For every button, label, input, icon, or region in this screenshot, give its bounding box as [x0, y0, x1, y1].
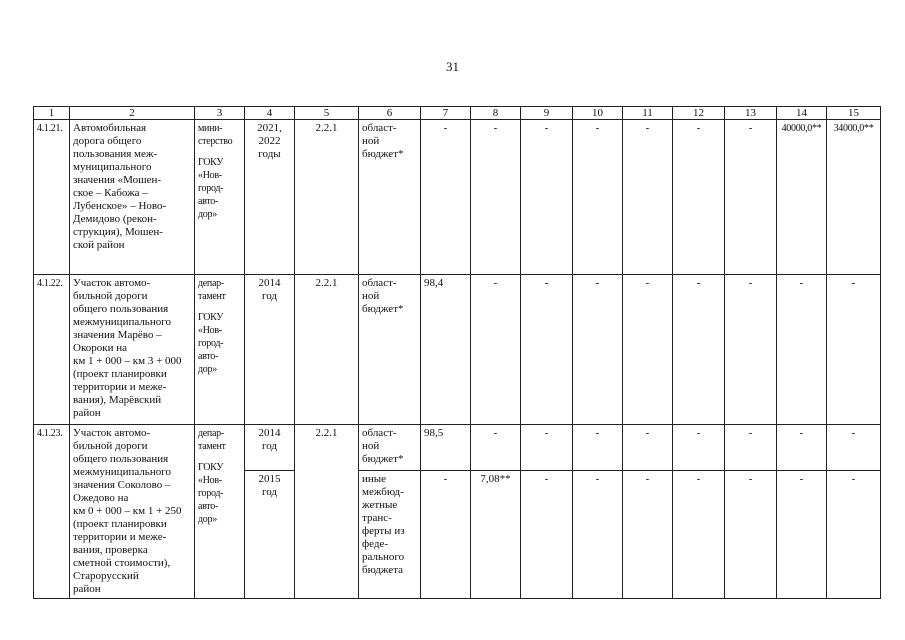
value-cell: -	[777, 275, 827, 425]
target-indicator: 2.2.1	[295, 120, 359, 275]
value-cell: -	[623, 425, 673, 471]
value-cell: -	[573, 425, 623, 471]
period: 2014 год	[245, 275, 295, 425]
value-cell: -	[725, 275, 777, 425]
value-cell: -	[471, 275, 521, 425]
funding-source: област- ной бюджет*	[359, 425, 421, 471]
value-cell: -	[827, 275, 881, 425]
value-cell: -	[521, 120, 573, 275]
page-number: 31	[446, 59, 459, 74]
executor: мини- стерство ГОКУ «Нов- город- авто- дор»	[195, 120, 245, 275]
value-cell: -	[777, 425, 827, 471]
value-cell: -	[673, 425, 725, 471]
header-cell: 12	[673, 107, 725, 120]
value-cell: -	[673, 120, 725, 275]
header-cell: 15	[827, 107, 881, 120]
row-number: 4.1.21.	[34, 120, 70, 275]
table-row	[34, 120, 881, 275]
header-cell: 11	[623, 107, 673, 120]
header-cell: 14	[777, 107, 827, 120]
value-cell: -	[471, 120, 521, 275]
header-cell: 9	[521, 107, 573, 120]
value-cell: -	[623, 120, 673, 275]
executor: депар- тамент ГОКУ «Нов- город- авто- дор»	[195, 425, 245, 599]
value-cell: -	[421, 471, 471, 599]
value-cell: -	[573, 471, 623, 599]
row-number: 4.1.22.	[34, 275, 70, 425]
value-cell: -	[573, 275, 623, 425]
period: 2014 год	[245, 425, 295, 471]
executor: депар- тамент ГОКУ «Нов- город- авто- дор»	[195, 275, 245, 425]
period: 2021, 2022 годы	[245, 120, 295, 275]
value-cell: -	[623, 471, 673, 599]
value-cell: -	[673, 275, 725, 425]
value-cell: -	[827, 471, 881, 599]
value-cell: -	[725, 120, 777, 275]
value-cell: -	[623, 275, 673, 425]
header-cell: 1	[34, 107, 70, 120]
header-cell: 3	[195, 107, 245, 120]
value-cell: 7,08**	[471, 471, 521, 599]
header-cell: 10	[573, 107, 623, 120]
table-row	[34, 425, 881, 471]
column-number-header	[34, 107, 881, 120]
value-cell: -	[471, 425, 521, 471]
header-cell: 8	[471, 107, 521, 120]
funding-source: област- ной бюджет*	[359, 120, 421, 275]
header-cell: 7	[421, 107, 471, 120]
program-table	[33, 106, 881, 599]
value-cell: 34000,0**	[827, 120, 881, 275]
header-cell: 2	[70, 107, 195, 120]
target-indicator: 2.2.1	[295, 275, 359, 425]
header-cell: 5	[295, 107, 359, 120]
target-indicator: 2.2.1	[295, 425, 359, 599]
value-cell: -	[521, 425, 573, 471]
value-cell: -	[573, 120, 623, 275]
value-cell: -	[421, 120, 471, 275]
header-cell: 4	[245, 107, 295, 120]
activity-name: Автомобильная дорога общего пользования меж- муниципального значения «Мошен- ское – Кабожа – Лубенское» – Ново- Демидово (рекон- струкция), Мошен- ской район	[70, 120, 195, 275]
value-cell: -	[521, 275, 573, 425]
value-cell: -	[521, 471, 573, 599]
value-cell: -	[777, 471, 827, 599]
row-number: 4.1.23.	[34, 425, 70, 599]
activity-name: Участок автомо- бильной дороги общего пользования межмуниципального значения Соколово – Ожедово на км 0 + 000 – км 1 + 250 (проект планировки территории и меже- вания, проверка сметной стоимости), Старорусский район	[70, 425, 195, 599]
header-cell: 6	[359, 107, 421, 120]
funding-source: иные межбюд- жетные транс- ферты из феде- рального бюджета	[359, 471, 421, 599]
table-row	[34, 275, 881, 425]
activity-name: Участок автомо- бильной дороги общего пользования межмуниципального значения Марёво – Окороки на км 1 + 000 – км 3 + 000 (проект планировки территории и меже- вания), Марёвский район	[70, 275, 195, 425]
funding-source: област- ной бюджет*	[359, 275, 421, 425]
value-cell: -	[827, 425, 881, 471]
value-cell: -	[725, 471, 777, 599]
value-cell: 98,5	[421, 425, 471, 471]
value-cell: 40000,0**	[777, 120, 827, 275]
period: 2015 год	[245, 471, 295, 599]
value-cell: -	[725, 425, 777, 471]
value-cell: -	[673, 471, 725, 599]
value-cell: 98,4	[421, 275, 471, 425]
header-cell: 13	[725, 107, 777, 120]
